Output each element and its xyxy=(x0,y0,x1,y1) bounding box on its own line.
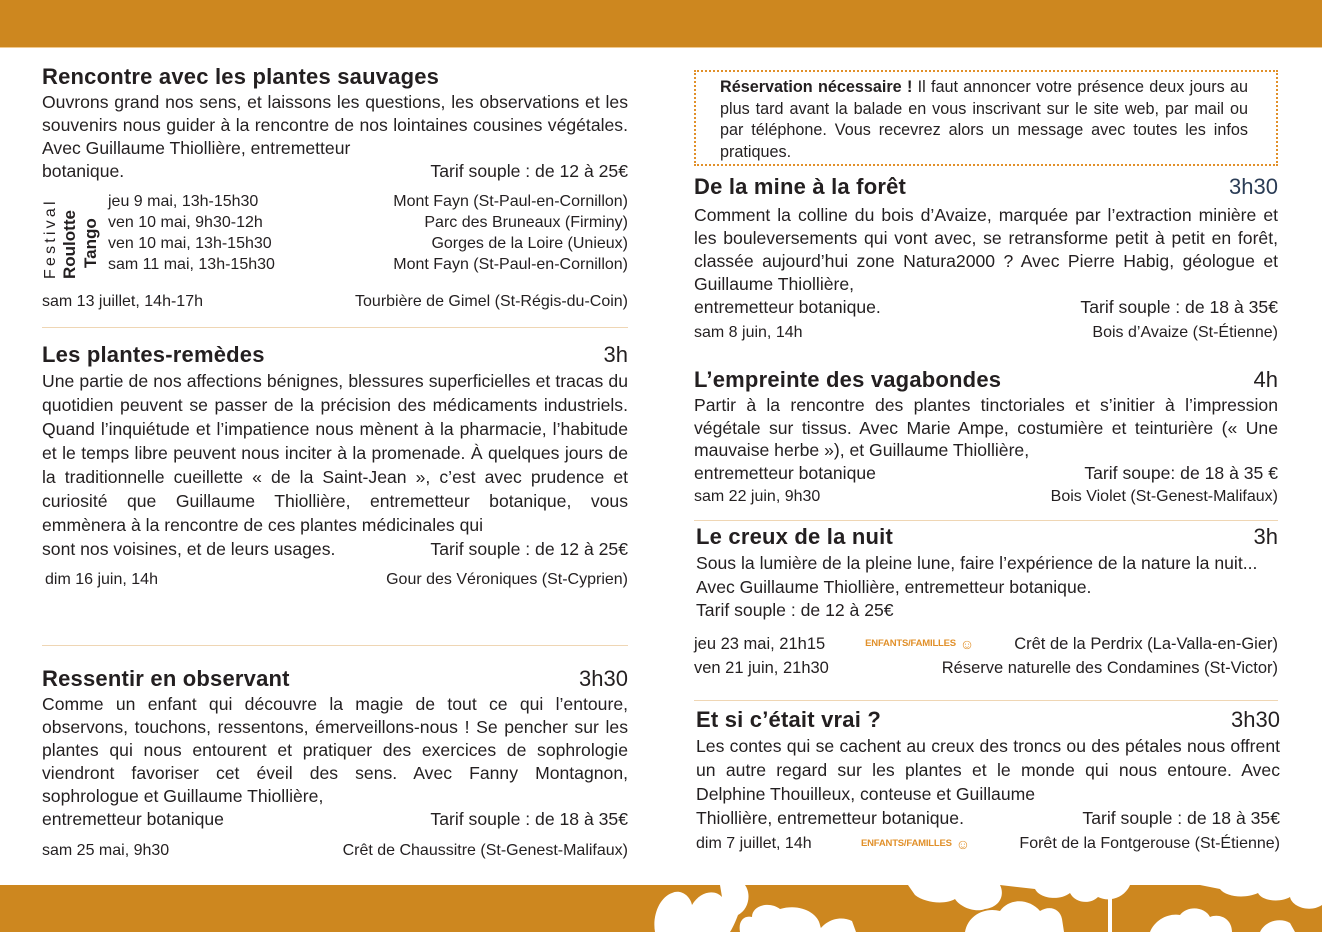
event-duration: 3h xyxy=(603,342,628,367)
event-description: Une partie de nos affections bénignes, blessures superficielles et tracas du quotidien peuvent se passer de la précision des médicaments industriels. Quand l’inquiétude et l’impatience nous mènent à la pharmacie, l’habitude et le temps libre peuvent nous inciter à la promenade. À quelques jours de la traditionnelle cueillette « de la Saint-Jean », c’est avec prudence et curiosité que Guillaume Thiollière, entremetteur botanique, vous emmènera à la rencontre de ces plantes médicinales qui sont nos voisines, et de leurs usages. Tarif souple : de 12 à 25€ xyxy=(42,371,628,559)
session-row: ven 10 mai, 13h-15h30 Gorges de la Loire (Unieux) xyxy=(108,235,628,252)
session-row: sam 13 juillet, 14h-17h Tourbière de Gimel (St-Régis-du-Coin) xyxy=(42,293,628,310)
session-row: ven 21 juin, 21h30 Réserve naturelle des Condamines (St-Victor) xyxy=(694,658,1278,677)
family-badge: ENFANTS/FAMILLES xyxy=(865,637,956,649)
event-rencontre-plantes-sauvages xyxy=(42,64,628,312)
session-row: sam 25 mai, 9h30 Crêt de Chaussitre (St-Genest-Malifaux) xyxy=(42,842,628,859)
event-mine-a-la-foret xyxy=(694,174,1278,343)
event-tarif: Tarif souple : de 12 à 25€ xyxy=(696,600,894,620)
event-title: L’empreinte des vagabondes xyxy=(694,367,1002,392)
event-title: Les plantes-remèdes xyxy=(42,342,265,367)
event-duration: 3h30 xyxy=(1231,707,1280,732)
session-row: dim 16 juin, 14h Gour des Véroniques (St-Cyprien) xyxy=(45,571,628,588)
section-divider xyxy=(42,327,628,328)
smiley-icon: ☺ xyxy=(955,835,971,852)
event-tarif: Tarif souple : de 12 à 25€ xyxy=(430,161,628,181)
event-title: Ressentir en observant xyxy=(42,666,290,691)
reservation-notice: Réservation nécessaire ! Il faut annoncer votre présence deux jours au plus tard avant la balade en vous inscrivant sur le site web, par mail ou par téléphone. Vous recevrez alors un message avec toutes les infos pratiques. xyxy=(694,70,1278,166)
event-description: Partir à la rencontre des plantes tinctoriales et s’initier à l’impression végétale sur tissus. Avec Marie Ampe, costumière et teinturière (« Une mauvaise herbe »), et Guillaume Thiollière, entremetteur botanique Tarif soupe: de 18 à 35 € xyxy=(694,395,1278,483)
event-duration: 4h xyxy=(1253,367,1278,392)
session-row: jeu 9 mai, 13h-15h30 Mont Fayn (St-Paul-en-Cornillon) xyxy=(108,193,628,210)
event-creux-de-la-nuit xyxy=(696,524,1278,680)
event-duration: 3h30 xyxy=(579,666,628,691)
event-description: Les contes qui se cachent au creux des troncs ou des pétales nous offrent un autre regard sur les plantes et le monde qui nous entoure. Avec Delphine Thouilleux, conteuse et Guillaume Thiollière, entremetteur botanique. Tarif souple : de 18 à 35€ xyxy=(696,736,1280,828)
session-row: sam 8 juin, 14h Bois d’Avaize (St-Étienne) xyxy=(694,324,1278,341)
event-duration: 3h30 xyxy=(1229,174,1278,199)
event-description: Comment la colline du bois d’Avaize, marquée par l’extraction minière et les bouleversements qui vont avec, se retransforme petit à petit en forêt, classée aujourd’hui zone Natura2000 ? Avec Pierre Habig, géologue et Guillaume Thiollière, entremetteur botanique. Tarif souple : de 18 à 35€ xyxy=(694,205,1278,317)
section-divider xyxy=(694,520,1278,521)
reservation-heading: Réservation nécessaire ! xyxy=(720,78,913,96)
event-et-si-cetait-vrai xyxy=(696,707,1280,854)
event-tarif: Tarif souple : de 18 à 35€ xyxy=(1082,808,1280,828)
session-row: dim 7 juillet, 14h ENFANTS/FAMILLES ☺ Forêt de la Fontgerouse (St-Étienne) xyxy=(696,835,1280,852)
section-divider xyxy=(694,700,1278,701)
event-title: De la mine à la forêt xyxy=(694,174,907,199)
session-row: sam 11 mai, 13h-15h30 Mont Fayn (St-Paul-en-Cornillon) xyxy=(108,256,628,273)
family-badge: ENFANTS/FAMILLES xyxy=(861,838,952,849)
event-tarif: Tarif souple : de 12 à 25€ xyxy=(430,539,628,559)
event-title: Rencontre avec les plantes sauvages xyxy=(42,64,440,89)
event-ressentir-en-observant xyxy=(42,666,628,861)
section-divider xyxy=(42,645,628,646)
event-title: Et si c’était vrai ? xyxy=(696,707,881,732)
event-empreinte-vagabondes xyxy=(694,367,1278,507)
event-description: Sous la lumière de la pleine lune, faire l’expérience de la nature la nuit... Avec Guillaume Thiollière, entremetteur botanique. Tarif souple : de 12 à 25€ xyxy=(696,552,1278,623)
event-description: Comme un enfant qui découvre la magie de tout ce qui l’entoure, observons, touchons, ressentons, émerveillons-nous ! Se pencher sur les plantes qui nous entourent et pratiquer des exercices de sophrologie viendront favoriser cet éveil des sens. Avec Fanny Montagnon, sophrologue et Guillaume Thiollière, entremetteur botanique Tarif souple : de 18 à 35€ xyxy=(42,694,628,829)
festival-sessions xyxy=(42,191,628,279)
festival-roulotte-tango-label: Festival Roulotte Tango xyxy=(42,198,100,279)
plant-silhouette-decoration xyxy=(0,885,1322,932)
event-duration: 3h xyxy=(1253,524,1278,549)
event-title: Le creux de la nuit xyxy=(696,524,893,549)
top-decorative-band xyxy=(0,0,1322,47)
bottom-decorative-band xyxy=(0,885,1322,932)
session-row: sam 22 juin, 9h30 Bois Violet (St-Genest-Malifaux) xyxy=(694,488,1278,505)
event-tarif: Tarif souple : de 18 à 35€ xyxy=(430,809,628,829)
event-tarif: Tarif souple : de 18 à 35€ xyxy=(1080,297,1278,317)
event-description: Ouvrons grand nos sens, et laissons les questions, les observations et les souvenirs nous guider à la rencontre de nos lointaines cousines végétales. Avec Guillaume Thiollière, entremetteur botanique. Tarif souple : de 12 à 25€ xyxy=(42,92,628,181)
session-row: jeu 23 mai, 21h15 ENFANTS/FAMILLES ☺ Crêt de la Perdrix (La-Valla-en-Gier) xyxy=(694,632,1278,656)
smiley-icon: ☺ xyxy=(959,635,975,652)
session-row: ven 10 mai, 9h30-12h Parc des Bruneaux (Firminy) xyxy=(108,214,628,231)
event-tarif: Tarif soupe: de 18 à 35 € xyxy=(1084,462,1278,483)
event-plantes-remedes xyxy=(42,342,628,590)
